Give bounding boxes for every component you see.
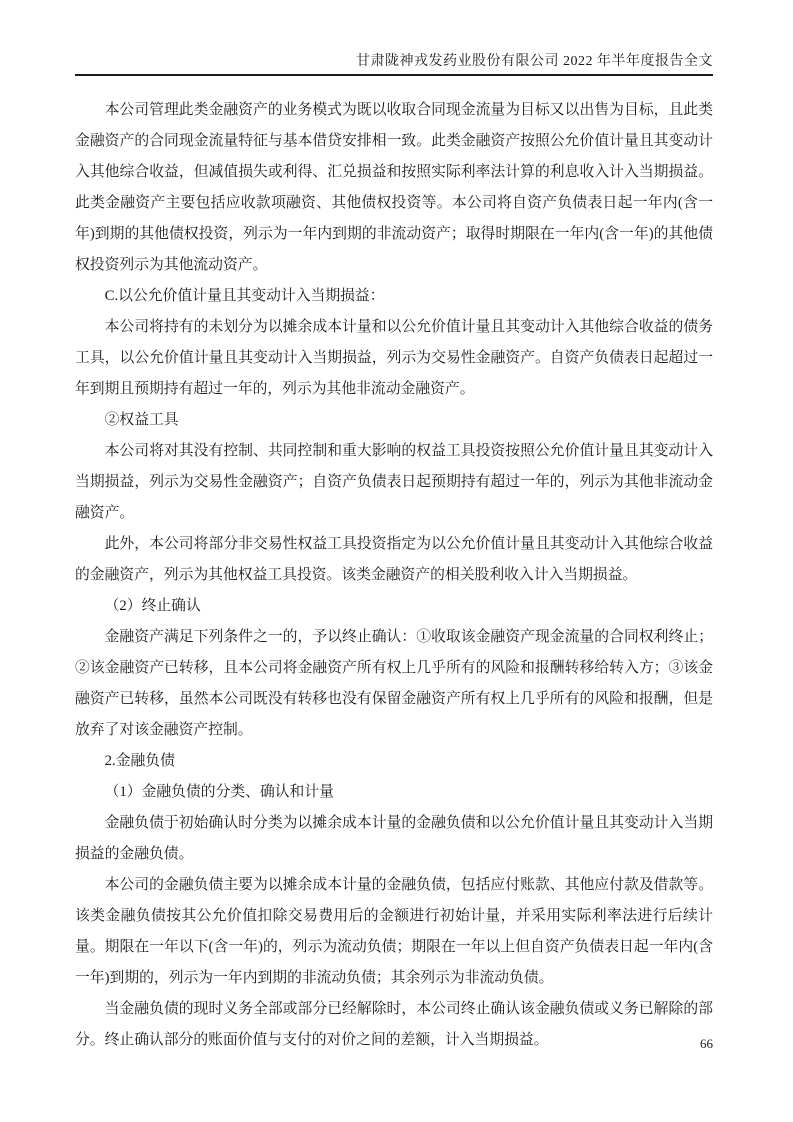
body-paragraph: 金融资产满足下列条件之一的，予以终止确认：①收取该金融资产现金流量的合同权利终止；②该金融资产已转移，且本公司将金融资产所有权上几乎所有的风险和报酬转移给转入方；③该金融资产已转移，虽然本公司既没有转移也没有保留金融资产所有权上几乎所有的风险和报酬，但是放弃了对该金融资产控制。 <box>75 629 713 738</box>
body-paragraph: 本公司管理此类金融资产的业务模式为既以收取合同现金流量为目标又以出售为目标，且此类金融资产的合同现金流量特征与基本借贷安排相一致。此类金融资产按照公允价值计量且其变动计入其他综合收益，但减值损失或利得、汇兑损益和按照实际利率法计算的利息收入计入当期损益。此类金融资产主要包括应收款项融资、其他债权投资等。本公司将自资产负债表日起一年内(含一年)到期的其他债权投资，列示为一年内到期的非流动资产；取得时期限在一年内(含一年)的其他债权投资列示为其他流动资产。 <box>75 102 713 273</box>
body-paragraph: 2.金融负债 <box>104 753 175 769</box>
body-paragraph: 本公司将持有的未划分为以摊余成本计量和以公允价值计量且其变动计入其他综合收益的债务工具，以公允价值计量且其变动计入当期损益，列示为交易性金融资产。自资产负债表日起超过一年到期且预期持有超过一年的，列示为其他非流动金融资产。 <box>75 319 713 397</box>
body-paragraph: 此外，本公司将部分非交易性权益工具投资指定为以公允价值计量且其变动计入其他综合收益的金融资产，列示为其他权益工具投资。该类金融资产的相关股利收入计入当期损益。 <box>75 536 713 583</box>
body-paragraph: （2）终止确认 <box>104 598 201 614</box>
body-paragraph: 本公司的金融负债主要为以摊余成本计量的金融负债，包括应付账款、其他应付款及借款等。该类金融负债按其公允价值扣除交易费用后的金额进行初始计量，并采用实际利率法进行后续计量。期限在一年以下(含一年)的，列示为流动负债；期限在一年以上但自资产负债表日起一年内(含一年)到期的，列示为一年内到期的非流动负债；其余列示为非流动负债。 <box>75 877 713 986</box>
body-paragraph: C.以公允价值计量且其变动计入当期损益： <box>104 288 385 304</box>
body-paragraph: ②权益工具 <box>104 412 179 428</box>
body-paragraph: 本公司将对其没有控制、共同控制和重大影响的权益工具投资按照公允价值计量且其变动计入当期损益，列示为交易性金融资产；自资产负债表日起预期持有超过一年的，列示为其他非流动金融资产。 <box>75 443 713 521</box>
page-number: 66 <box>700 1036 713 1051</box>
page-header <box>75 52 713 71</box>
header-rule <box>75 74 713 76</box>
page-footer <box>75 1036 713 1052</box>
document-body <box>75 95 713 1056</box>
body-paragraph: 当金融负债的现时义务全部或部分已经解除时，本公司终止确认该金融负债或义务已解除的部分。终止确认部分的账面价值与支付的对价之间的差额，计入当期损益。 <box>75 1001 713 1048</box>
header-title: 甘肃陇神戎发药业股份有限公司 2022 年半年度报告全文 <box>356 54 713 69</box>
body-paragraph: 金融负债于初始确认时分类为以摊余成本计量的金融负债和以公允价值计量且其变动计入当期损益的金融负债。 <box>75 815 713 862</box>
body-paragraph: （1）金融负债的分类、确认和计量 <box>104 784 334 800</box>
